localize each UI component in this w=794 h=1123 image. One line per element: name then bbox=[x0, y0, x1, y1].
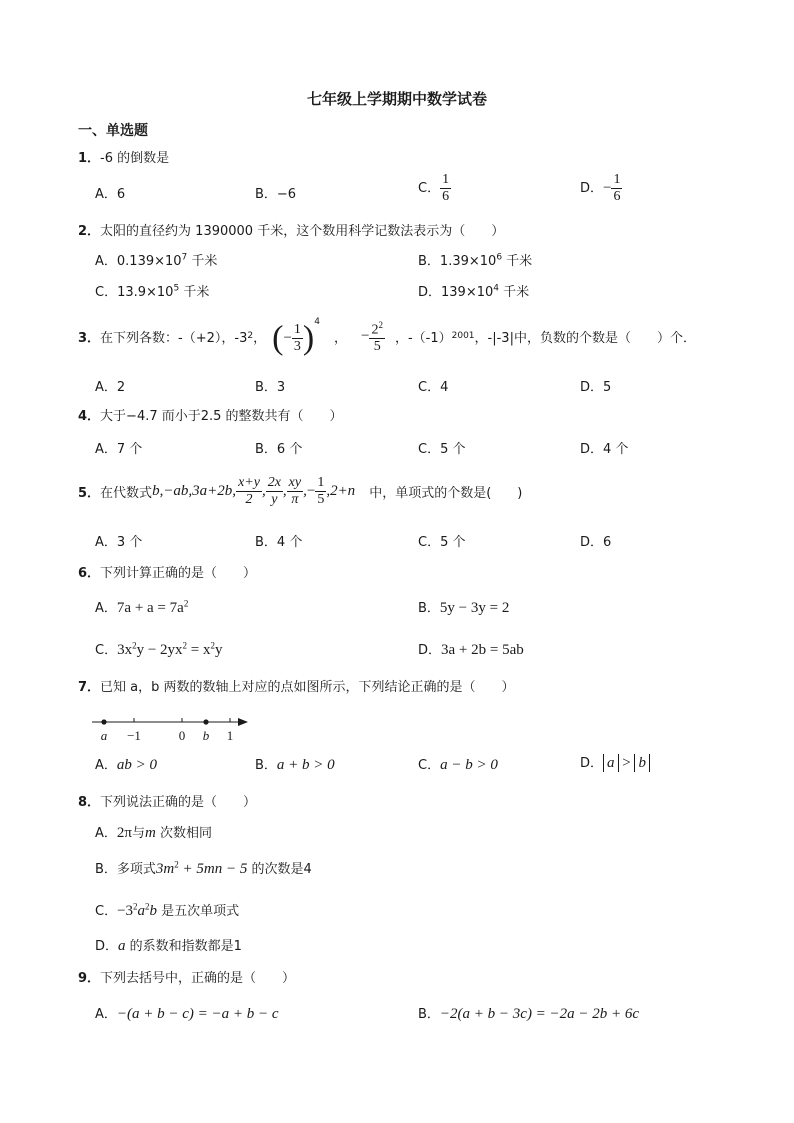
question-number: 5． bbox=[78, 485, 101, 501]
denominator: 5 bbox=[373, 339, 381, 355]
numerator: x+y bbox=[238, 474, 260, 490]
q7-option-d bbox=[580, 752, 650, 772]
exponent: 2001 bbox=[451, 331, 475, 341]
question-number: 7． bbox=[78, 680, 101, 695]
question-8 bbox=[78, 791, 256, 810]
expression: y bbox=[215, 642, 223, 658]
exponent: 2 bbox=[132, 640, 137, 651]
question-stem-part: ，-（-1） bbox=[394, 330, 452, 346]
question-stem-part: ，-|-3|中，负数的个数是（ ）个． bbox=[474, 330, 696, 346]
denominator: y bbox=[271, 491, 278, 507]
q5-option-c: C．5 个 bbox=[418, 535, 466, 550]
question-stem: -6 的倒数是 bbox=[100, 151, 170, 166]
question-number: 1． bbox=[78, 151, 101, 166]
numerator: 1 bbox=[293, 321, 301, 337]
option-label: B． bbox=[418, 1007, 440, 1022]
q7-option-c bbox=[418, 754, 498, 774]
exponent: 5 bbox=[173, 283, 180, 294]
minus-sign: − bbox=[306, 482, 316, 499]
option-label: D． bbox=[418, 643, 442, 658]
question-number: 4． bbox=[78, 409, 101, 424]
fraction-expression bbox=[361, 317, 385, 356]
q5-option-a: A．3 个 bbox=[95, 535, 143, 550]
fraction bbox=[369, 317, 385, 356]
denominator: 5 bbox=[317, 491, 325, 507]
denominator: 3 bbox=[293, 338, 301, 354]
option-label: A． bbox=[95, 826, 117, 841]
q6-option-c bbox=[95, 639, 223, 659]
q4-option-c: C．5 个 bbox=[418, 442, 466, 457]
q5-option-d: D．6 bbox=[580, 535, 612, 550]
q8-option-a bbox=[95, 822, 212, 842]
option-label: C． bbox=[95, 904, 118, 919]
fraction bbox=[611, 172, 622, 205]
variable: a bbox=[118, 938, 126, 954]
option-text: 是五次单项式 bbox=[157, 904, 240, 919]
numerator: 1 bbox=[613, 172, 621, 187]
exponent: 2 bbox=[378, 319, 383, 330]
expression: + 5mn − 5 bbox=[178, 861, 248, 877]
exponent: 7 bbox=[181, 252, 188, 263]
exponent: 6 bbox=[496, 252, 503, 263]
exponent: 2 bbox=[247, 331, 254, 341]
q6-option-b bbox=[418, 597, 509, 617]
option-label: C． bbox=[418, 758, 441, 773]
variable: m bbox=[145, 825, 156, 841]
expression: ab > 0 bbox=[116, 757, 158, 773]
q6-option-a bbox=[95, 597, 188, 617]
question-number: 9． bbox=[78, 971, 101, 986]
left-paren: ( bbox=[272, 319, 284, 357]
right-paren: ) bbox=[302, 319, 315, 357]
q3-option-b: B．3 bbox=[255, 380, 286, 395]
option-label: A． bbox=[95, 601, 117, 616]
question-stem: 已知 a，b 两数的数轴上对应的点如图所示，下列结论正确的是（ ） bbox=[100, 680, 515, 695]
option-label: D． bbox=[580, 756, 604, 771]
denominator: 2 bbox=[245, 491, 253, 507]
denominator: 6 bbox=[442, 189, 450, 204]
q1-option-a: A．6 bbox=[95, 187, 126, 202]
expression: −3 bbox=[117, 903, 134, 919]
question-stem: 下列去括号中，正确的是（ ） bbox=[100, 971, 296, 986]
q3-option-c: C．4 bbox=[418, 380, 449, 395]
q3-option-a: A．2 bbox=[95, 380, 126, 395]
fraction bbox=[236, 475, 262, 508]
minus-sign: − bbox=[603, 180, 612, 196]
fraction bbox=[315, 475, 326, 508]
axis-label: b bbox=[202, 728, 210, 743]
section-heading: 一、单选题 bbox=[78, 123, 148, 139]
q9-option-a bbox=[95, 1003, 279, 1023]
question-number: 6． bbox=[78, 566, 101, 581]
question-6 bbox=[78, 562, 256, 581]
axis-label: −1 bbox=[127, 728, 141, 743]
option-label: D． bbox=[95, 939, 119, 954]
expression: −(a + b − c) = −a + b − c bbox=[116, 1006, 279, 1022]
exponent: 2 bbox=[210, 640, 216, 651]
option-label: B． bbox=[255, 758, 277, 773]
option-label: C． bbox=[95, 643, 118, 658]
expression: 3x bbox=[117, 642, 133, 658]
exponent: 2 bbox=[174, 859, 179, 870]
axis-label: 1 bbox=[226, 728, 234, 743]
numerator: 2x bbox=[267, 474, 281, 490]
q1-option-d bbox=[580, 172, 622, 205]
fraction bbox=[440, 172, 451, 205]
separator: , bbox=[282, 482, 287, 499]
option-label: B．多项式 bbox=[95, 862, 156, 877]
separator: ， bbox=[253, 330, 267, 346]
expression: a − b > 0 bbox=[440, 757, 498, 773]
point-b bbox=[203, 719, 208, 724]
unit: 千米 bbox=[187, 254, 218, 269]
expression: a bbox=[137, 903, 146, 919]
q8-option-d bbox=[95, 935, 242, 955]
separator: ， bbox=[333, 330, 347, 346]
expression: ,2+n bbox=[326, 482, 356, 499]
question-stem: 大于−4.7 而小于2.5 的整数共有（ ） bbox=[100, 409, 343, 424]
q2-option-c bbox=[95, 281, 209, 300]
q7-option-b bbox=[255, 754, 335, 774]
separator: , bbox=[303, 482, 307, 499]
numerator: 1 bbox=[442, 172, 450, 187]
expression: b bbox=[149, 903, 158, 919]
q2-option-a bbox=[95, 250, 217, 269]
expression: = x bbox=[187, 642, 211, 658]
exponent: 4 bbox=[493, 283, 499, 294]
question-number: 2． bbox=[78, 224, 101, 239]
option-label: D． bbox=[580, 181, 604, 196]
number-line-figure bbox=[88, 710, 258, 746]
separator: , bbox=[261, 482, 266, 499]
axis-label: a bbox=[100, 728, 108, 743]
question-number: 8． bbox=[78, 795, 101, 810]
fraction bbox=[287, 475, 303, 508]
option-text: B．1.39×10 bbox=[418, 254, 497, 269]
q4-option-a: A．7 个 bbox=[95, 442, 143, 457]
question-stem: 下列计算正确的是（ ） bbox=[100, 566, 257, 581]
q8-option-c bbox=[95, 900, 239, 920]
expression: 5y − 3y = 2 bbox=[439, 600, 510, 616]
option-text: 的系数和指数都是1 bbox=[125, 939, 242, 954]
q6-option-d bbox=[418, 639, 524, 659]
minus-sign: − bbox=[283, 329, 292, 346]
axis-arrow-icon bbox=[238, 718, 248, 726]
numerator bbox=[369, 317, 385, 340]
option-label: A． bbox=[95, 1007, 117, 1022]
q8-option-b bbox=[95, 858, 312, 878]
q1-option-c bbox=[418, 172, 451, 205]
page-title: 七年级上学期期中数学试卷 bbox=[306, 90, 487, 108]
option-text: C．13.9×10 bbox=[95, 285, 174, 300]
absolute-value: a bbox=[603, 754, 619, 772]
numerator: 1 bbox=[317, 474, 325, 490]
option-text: 的次数是4 bbox=[247, 862, 312, 877]
option-label: C． bbox=[418, 181, 441, 196]
q4-option-b: B．6 个 bbox=[255, 442, 303, 457]
unit: 千米 bbox=[499, 285, 530, 300]
question-stem-part: 中，单项式的个数是( ) bbox=[369, 485, 523, 501]
fraction bbox=[266, 475, 283, 508]
q9-option-b bbox=[418, 1003, 639, 1023]
q1-option-b: B．−6 bbox=[255, 187, 297, 202]
exponent: 2 bbox=[183, 598, 189, 609]
expression: 2π bbox=[116, 825, 132, 841]
expression: 3a + 2b = 5ab bbox=[441, 642, 524, 658]
power-expression bbox=[272, 317, 320, 356]
expression: 3m bbox=[155, 861, 175, 877]
exponent: 2 bbox=[145, 901, 150, 912]
expression: a + b > 0 bbox=[276, 757, 335, 773]
denominator: 6 bbox=[613, 189, 621, 204]
question-stem: 太阳的直径约为 1390000 千米，这个数用科学记数法表示为（ ） bbox=[100, 224, 505, 239]
option-label: B． bbox=[418, 601, 440, 616]
question-stem-part: 在代数式 bbox=[100, 485, 153, 501]
point-a bbox=[101, 719, 106, 724]
question-1 bbox=[78, 147, 169, 166]
expression: b,−ab,3a+2b, bbox=[152, 482, 237, 499]
numerator: xy bbox=[288, 474, 302, 490]
expression: 7a + a = 7a bbox=[116, 600, 184, 616]
q4-option-d: D．4 个 bbox=[580, 442, 629, 457]
q2-option-b bbox=[418, 250, 532, 269]
denominator: π bbox=[291, 491, 299, 507]
operator: > bbox=[618, 755, 635, 771]
unit: 千米 bbox=[502, 254, 533, 269]
exponent: 2 bbox=[133, 901, 138, 912]
question-stem: 下列说法正确的是（ ） bbox=[100, 795, 257, 810]
question-7 bbox=[78, 676, 515, 695]
exponent: 4 bbox=[314, 316, 320, 327]
q5-option-b: B．4 个 bbox=[255, 535, 303, 550]
fraction bbox=[292, 322, 303, 355]
q3-option-d: D．5 bbox=[580, 380, 612, 395]
option-text: A．0.139×10 bbox=[95, 254, 182, 269]
question-2 bbox=[78, 220, 504, 239]
q2-option-d bbox=[418, 281, 529, 300]
unit: 千米 bbox=[179, 285, 210, 300]
question-5 bbox=[78, 470, 522, 512]
option-text: 次数相同 bbox=[155, 826, 212, 841]
expression: −2(a + b − 3c) = −2a − 2b + 6c bbox=[439, 1006, 640, 1022]
q7-option-a bbox=[95, 754, 157, 774]
expression: y − 2yx bbox=[136, 642, 183, 658]
question-4 bbox=[78, 405, 343, 424]
option-text: 与 bbox=[131, 826, 145, 841]
option-label: A． bbox=[95, 758, 117, 773]
question-number: 3． bbox=[78, 330, 101, 346]
question-3 bbox=[78, 314, 696, 358]
base: 2 bbox=[371, 322, 379, 338]
question-9 bbox=[78, 967, 295, 986]
minus-sign: − bbox=[361, 327, 370, 344]
axis-label: 0 bbox=[178, 728, 186, 743]
question-stem-part: 在下列各数：-（+2），-3 bbox=[100, 330, 248, 346]
absolute-value: b bbox=[634, 754, 650, 772]
option-text: D．139×10 bbox=[418, 285, 494, 300]
exponent: 2 bbox=[182, 640, 188, 651]
